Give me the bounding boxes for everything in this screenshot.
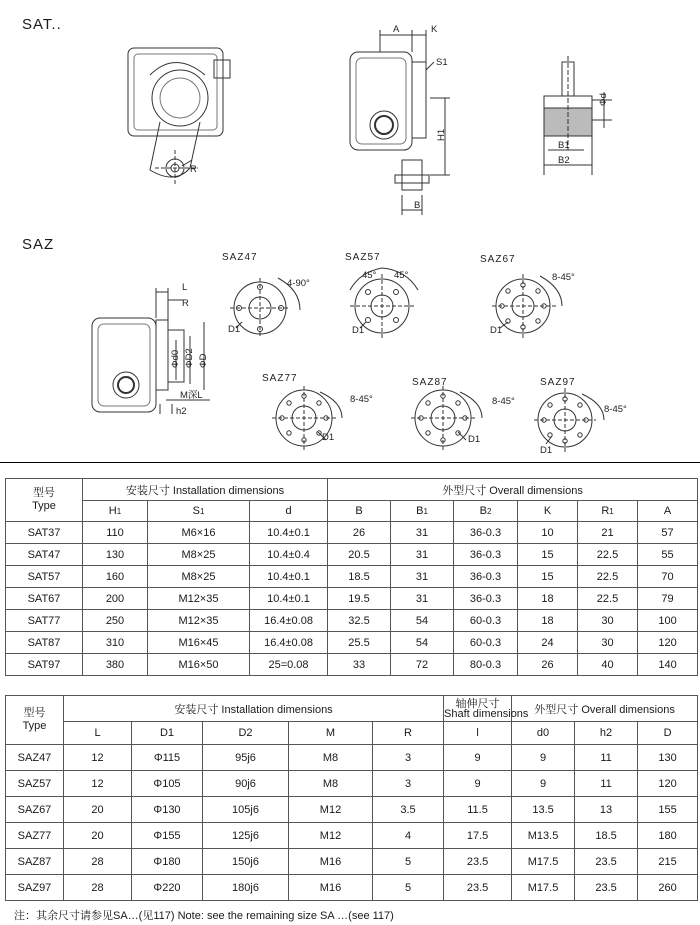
row-type-cell: SAT97 bbox=[6, 654, 83, 676]
table-cell: 100 bbox=[638, 610, 698, 632]
row-type-cell: SAT37 bbox=[6, 522, 83, 544]
saz-side-view bbox=[92, 282, 210, 417]
table-cell: Φ115 bbox=[132, 745, 203, 771]
table-cell: 9 bbox=[444, 745, 512, 771]
flange-saz77 bbox=[262, 373, 373, 450]
sat-section-title: SAT.. bbox=[22, 16, 62, 33]
table-cell: 20.5 bbox=[328, 544, 391, 566]
table-row bbox=[6, 632, 698, 654]
col-header: R1 bbox=[578, 501, 638, 522]
table-row bbox=[6, 771, 698, 797]
row-type-cell: SAZ67 bbox=[6, 797, 64, 823]
sat-label-r: R bbox=[190, 164, 197, 175]
table-cell: 18 bbox=[518, 588, 578, 610]
flange-saz77-d1: D1 bbox=[322, 432, 335, 443]
row-type-cell: SAZ47 bbox=[6, 745, 64, 771]
row-type-cell: SAZ87 bbox=[6, 849, 64, 875]
table-cell: 160 bbox=[83, 566, 148, 588]
flange-saz67-title: SAZ67 bbox=[480, 254, 516, 265]
table-cell: 13.5 bbox=[512, 797, 575, 823]
table-cell: 200 bbox=[83, 588, 148, 610]
sat-label-a: A bbox=[393, 24, 400, 35]
col-header: K bbox=[518, 501, 578, 522]
flange-saz97-angle: 8-45° bbox=[604, 404, 627, 415]
table-cell: 11.5 bbox=[444, 797, 512, 823]
table-cell: 150j6 bbox=[203, 849, 289, 875]
row-type-cell: SAT87 bbox=[6, 632, 83, 654]
flange-saz87-d1: D1 bbox=[468, 434, 481, 445]
table-cell: 310 bbox=[83, 632, 148, 654]
table-row bbox=[6, 849, 698, 875]
row-type-cell: SAT47 bbox=[6, 544, 83, 566]
flange-saz67 bbox=[480, 254, 575, 338]
table-cell: 28 bbox=[64, 875, 132, 901]
col-header: A bbox=[638, 501, 698, 522]
table-cell: 10.4±0.1 bbox=[250, 588, 328, 610]
table-row bbox=[6, 610, 698, 632]
flange-saz77-title: SAZ77 bbox=[262, 373, 298, 384]
saz-overall-header: 外型尺寸 Overall dimensions bbox=[512, 696, 698, 722]
flange-saz67-angle: 8-45° bbox=[552, 272, 575, 283]
table-cell: 10.4±0.1 bbox=[250, 522, 328, 544]
table-cell: 25=0.08 bbox=[250, 654, 328, 676]
table-cell: 18 bbox=[518, 610, 578, 632]
flange-saz47 bbox=[222, 252, 310, 338]
table-cell: Φ180 bbox=[132, 849, 203, 875]
table-cell: Φ155 bbox=[132, 823, 203, 849]
table-cell: 15 bbox=[518, 566, 578, 588]
table-cell: 36-0.3 bbox=[454, 544, 518, 566]
saz-dimension-table bbox=[5, 695, 698, 901]
table-cell: 260 bbox=[638, 875, 698, 901]
table-cell: 10.4±0.1 bbox=[250, 566, 328, 588]
table-cell: 20 bbox=[64, 797, 132, 823]
table-cell: M13.5 bbox=[512, 823, 575, 849]
table-cell: 57 bbox=[638, 522, 698, 544]
table-cell: 33 bbox=[328, 654, 391, 676]
col-header: S1 bbox=[148, 501, 250, 522]
table-cell: 140 bbox=[638, 654, 698, 676]
table-cell: M12 bbox=[289, 797, 373, 823]
table-cell: 130 bbox=[638, 745, 698, 771]
table-cell: 215 bbox=[638, 849, 698, 875]
table-cell: 28 bbox=[64, 849, 132, 875]
table-cell: 16.4±0.08 bbox=[250, 610, 328, 632]
table-cell: 19.5 bbox=[328, 588, 391, 610]
saz-label-h2: h2 bbox=[176, 406, 187, 417]
table-cell: 54 bbox=[391, 610, 454, 632]
table-cell: 31 bbox=[391, 566, 454, 588]
table-cell: 10.4±0.4 bbox=[250, 544, 328, 566]
table-cell: 16.4±0.08 bbox=[250, 632, 328, 654]
table-cell: 55 bbox=[638, 544, 698, 566]
row-type-cell: SAZ77 bbox=[6, 823, 64, 849]
table-cell: M17.5 bbox=[512, 849, 575, 875]
table-cell: Φ105 bbox=[132, 771, 203, 797]
table-cell: 105j6 bbox=[203, 797, 289, 823]
table-cell: 180 bbox=[638, 823, 698, 849]
table-cell: 54 bbox=[391, 632, 454, 654]
flange-saz57-d1: D1 bbox=[352, 325, 365, 336]
sat-label-b: B bbox=[414, 200, 421, 211]
table-cell: 70 bbox=[638, 566, 698, 588]
saz-label-d0: Φd0 bbox=[170, 349, 181, 368]
flange-saz97-d1: D1 bbox=[540, 445, 553, 456]
table-cell: 13 bbox=[575, 797, 638, 823]
col-header: d bbox=[250, 501, 328, 522]
saz-label-l: L bbox=[182, 282, 188, 293]
sat-front-view bbox=[128, 48, 230, 185]
row-type-cell: SAT67 bbox=[6, 588, 83, 610]
table-cell: 5 bbox=[373, 849, 444, 875]
sat-type-header: 型号 Type bbox=[6, 479, 83, 522]
table-cell: 18.5 bbox=[328, 566, 391, 588]
table-cell: 3 bbox=[373, 771, 444, 797]
table-cell: 3 bbox=[373, 745, 444, 771]
table-cell: M16×45 bbox=[148, 632, 250, 654]
col-header: D bbox=[638, 722, 698, 745]
table-row bbox=[6, 566, 698, 588]
table-cell: M16 bbox=[289, 849, 373, 875]
table-cell: 31 bbox=[391, 522, 454, 544]
flange-saz77-angle: 8-45° bbox=[350, 394, 373, 405]
table-cell: 380 bbox=[83, 654, 148, 676]
table-cell: 155 bbox=[638, 797, 698, 823]
table-cell: 20 bbox=[64, 823, 132, 849]
col-header: B2 bbox=[454, 501, 518, 522]
saz-label-d: ΦD bbox=[198, 353, 209, 368]
sat-table-body bbox=[6, 522, 698, 676]
table-cell: 32.5 bbox=[328, 610, 391, 632]
table-cell: 250 bbox=[83, 610, 148, 632]
table-cell: M12 bbox=[289, 823, 373, 849]
row-type-cell: SAZ97 bbox=[6, 875, 64, 901]
row-type-cell: SAZ57 bbox=[6, 771, 64, 797]
table-cell: M17.5 bbox=[512, 875, 575, 901]
table-cell: Φ220 bbox=[132, 875, 203, 901]
flange-saz57 bbox=[345, 252, 418, 338]
sat-label-d: Φd bbox=[598, 93, 609, 106]
table-cell: M12×35 bbox=[148, 610, 250, 632]
drawing-canvas bbox=[0, 0, 700, 462]
flange-saz87-title: SAZ87 bbox=[412, 377, 448, 388]
footnote: 注：其余尺寸请参见SA…(见117) Note: see the remaining size SA …(see 117) bbox=[14, 910, 394, 922]
table-cell: 60-0.3 bbox=[454, 632, 518, 654]
col-header: R bbox=[373, 722, 444, 745]
table-cell: 15 bbox=[518, 544, 578, 566]
col-header: H1 bbox=[83, 501, 148, 522]
saz-table-body bbox=[6, 745, 698, 901]
table-row bbox=[6, 544, 698, 566]
table-cell: 17.5 bbox=[444, 823, 512, 849]
saz-section-title: SAZ bbox=[22, 236, 55, 253]
table-cell: 36-0.3 bbox=[454, 566, 518, 588]
table-cell: M8 bbox=[289, 771, 373, 797]
col-header: B bbox=[328, 501, 391, 522]
table-cell: 24 bbox=[518, 632, 578, 654]
table-cell: 12 bbox=[64, 745, 132, 771]
table-cell: 95j6 bbox=[203, 745, 289, 771]
saz-install-header: 安装尺寸 Installation dimensions bbox=[64, 696, 444, 722]
table-cell: 40 bbox=[578, 654, 638, 676]
table-cell: 80-0.3 bbox=[454, 654, 518, 676]
table-cell: M6×16 bbox=[148, 522, 250, 544]
table-cell: M8×25 bbox=[148, 566, 250, 588]
table-cell: 9 bbox=[512, 771, 575, 797]
table-cell: 22.5 bbox=[578, 544, 638, 566]
table-row bbox=[6, 823, 698, 849]
table-row bbox=[6, 745, 698, 771]
sat-install-header: 安装尺寸 Installation dimensions bbox=[83, 479, 328, 501]
table-cell: 130 bbox=[83, 544, 148, 566]
table-cell: 120 bbox=[638, 632, 698, 654]
table-cell: 36-0.3 bbox=[454, 588, 518, 610]
table-cell: 3.5 bbox=[373, 797, 444, 823]
sat-overall-header: 外型尺寸 Overall dimensions bbox=[328, 479, 698, 501]
table-cell: 120 bbox=[638, 771, 698, 797]
flange-saz47-title: SAZ47 bbox=[222, 252, 258, 263]
saz-type-header: 型号 Type bbox=[6, 696, 64, 745]
table-cell: 18.5 bbox=[575, 823, 638, 849]
row-type-cell: SAT57 bbox=[6, 566, 83, 588]
sat-column-headers bbox=[6, 501, 698, 522]
table-cell: 30 bbox=[578, 632, 638, 654]
table-cell: M16 bbox=[289, 875, 373, 901]
sat-dimension-table bbox=[5, 478, 698, 676]
table-row bbox=[6, 522, 698, 544]
table-cell: 31 bbox=[391, 588, 454, 610]
table-cell: 23.5 bbox=[575, 849, 638, 875]
flange-saz47-d1: D1 bbox=[228, 324, 241, 335]
table-cell: 23.5 bbox=[444, 849, 512, 875]
table-cell: 9 bbox=[444, 771, 512, 797]
sat-label-h1: H1 bbox=[436, 128, 447, 141]
flange-saz57-title: SAZ57 bbox=[345, 252, 381, 263]
table-cell: 79 bbox=[638, 588, 698, 610]
sat-label-k: K bbox=[431, 24, 438, 35]
sat-label-b1: B1 bbox=[558, 140, 570, 151]
table-cell: 26 bbox=[518, 654, 578, 676]
table-cell: 5 bbox=[373, 875, 444, 901]
flange-saz47-angle: 4-90° bbox=[287, 278, 310, 289]
saz-label-d2: ΦD2 bbox=[184, 348, 195, 368]
col-header: B1 bbox=[391, 501, 454, 522]
table-cell: M8×25 bbox=[148, 544, 250, 566]
table-cell: 125j6 bbox=[203, 823, 289, 849]
table-cell: 23.5 bbox=[444, 875, 512, 901]
table-cell: M12×35 bbox=[148, 588, 250, 610]
col-header: M bbox=[289, 722, 373, 745]
table-row bbox=[6, 654, 698, 676]
table-cell: 60-0.3 bbox=[454, 610, 518, 632]
table-cell: 31 bbox=[391, 544, 454, 566]
table-cell: 10 bbox=[518, 522, 578, 544]
col-header: l bbox=[444, 722, 512, 745]
saz-label-m: M深L bbox=[180, 390, 203, 401]
col-header: L bbox=[64, 722, 132, 745]
flange-saz97 bbox=[534, 377, 627, 456]
sat-label-b2: B2 bbox=[558, 155, 570, 166]
flange-saz67-d1: D1 bbox=[490, 325, 503, 336]
table-cell: 22.5 bbox=[578, 588, 638, 610]
table-cell: 90j6 bbox=[203, 771, 289, 797]
table-cell: 11 bbox=[575, 745, 638, 771]
table-cell: 26 bbox=[328, 522, 391, 544]
flange-saz87-angle: 8-45° bbox=[492, 396, 515, 407]
col-header: h2 bbox=[575, 722, 638, 745]
col-header: d0 bbox=[512, 722, 575, 745]
table-cell: 21 bbox=[578, 522, 638, 544]
table-cell: 23.5 bbox=[575, 875, 638, 901]
table-cell: 36-0.3 bbox=[454, 522, 518, 544]
saz-shaft-header: 轴伸尺寸 Shaft dimensions bbox=[444, 697, 529, 720]
flange-saz87 bbox=[411, 377, 515, 450]
saz-column-headers bbox=[6, 722, 698, 745]
table-cell: 12 bbox=[64, 771, 132, 797]
table-row bbox=[6, 588, 698, 610]
table-cell: 72 bbox=[391, 654, 454, 676]
table-cell: 11 bbox=[575, 771, 638, 797]
col-header: D2 bbox=[203, 722, 289, 745]
table-cell: 4 bbox=[373, 823, 444, 849]
sat-side-view bbox=[350, 24, 450, 215]
table-cell: 22.5 bbox=[578, 566, 638, 588]
table-cell: 110 bbox=[83, 522, 148, 544]
table-row bbox=[6, 875, 698, 901]
flange-saz57-angle: 45° bbox=[362, 270, 377, 281]
table-cell: Φ130 bbox=[132, 797, 203, 823]
table-cell: 180j6 bbox=[203, 875, 289, 901]
row-type-cell: SAT77 bbox=[6, 610, 83, 632]
saz-label-r: R bbox=[182, 298, 189, 309]
flange-saz97-title: SAZ97 bbox=[540, 377, 576, 388]
sat-shaft-detail bbox=[544, 56, 612, 175]
table-cell: 30 bbox=[578, 610, 638, 632]
table-row bbox=[6, 797, 698, 823]
table-cell: M16×50 bbox=[148, 654, 250, 676]
table-cell: 9 bbox=[512, 745, 575, 771]
sat-label-s1: S1 bbox=[436, 57, 448, 68]
table-cell: 25.5 bbox=[328, 632, 391, 654]
table-cell: M8 bbox=[289, 745, 373, 771]
col-header: D1 bbox=[132, 722, 203, 745]
flange-saz57-angle2: 45° bbox=[394, 270, 409, 281]
